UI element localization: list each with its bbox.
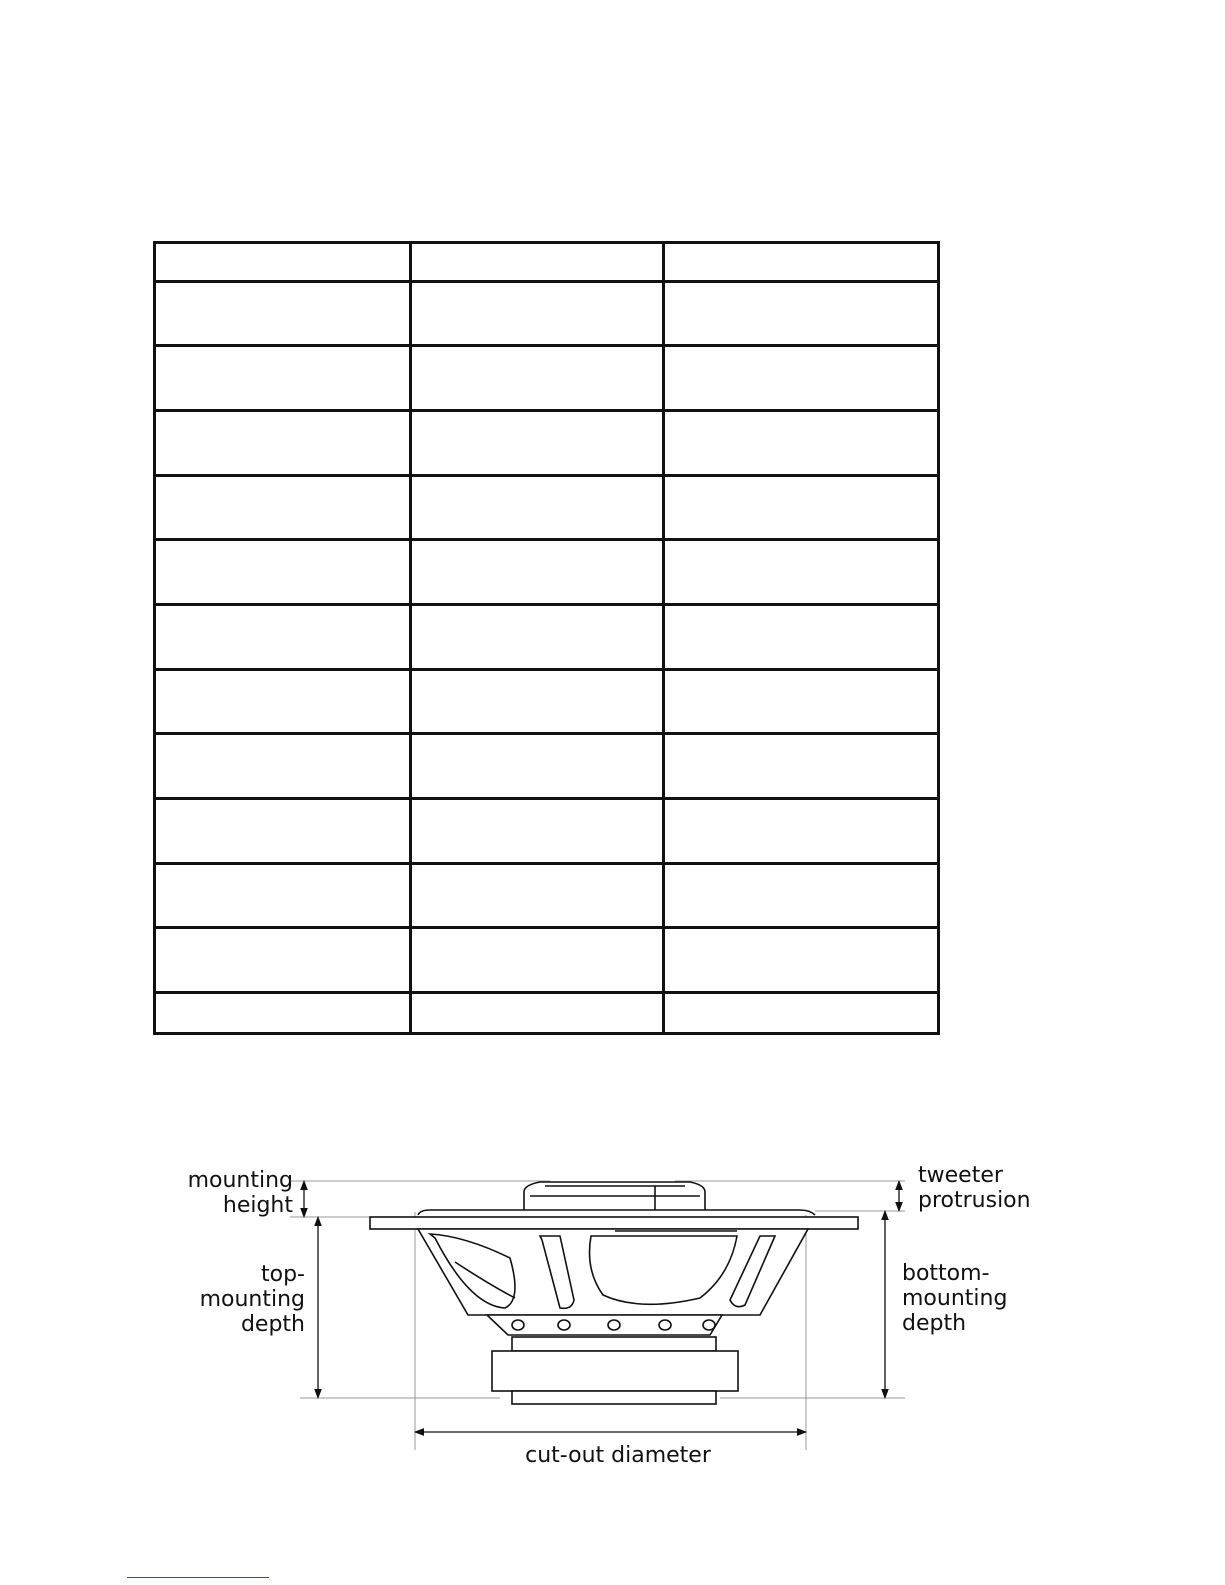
- top-depth-label-3: depth: [240, 1312, 305, 1337]
- table-cell: [411, 734, 664, 799]
- table-cell: [664, 411, 939, 476]
- table-cell: [664, 346, 939, 411]
- table-cell: [155, 243, 411, 282]
- tweeter-label-1: tweeter: [918, 1163, 1003, 1188]
- table-cell: [664, 928, 939, 993]
- table-cell: [155, 863, 411, 928]
- top-depth-label-2: mounting: [199, 1287, 305, 1312]
- table-cell: [664, 243, 939, 282]
- table-cell: [411, 669, 664, 734]
- bottom-depth-label-1: bottom-: [902, 1261, 990, 1286]
- spec-table-body: [155, 243, 939, 1034]
- table-cell: [411, 281, 664, 346]
- tweeter-label-2: protrusion: [918, 1188, 1031, 1213]
- table-cell: [411, 863, 664, 928]
- table-row: [155, 928, 939, 993]
- table-row: [155, 243, 939, 282]
- table-cell: [155, 734, 411, 799]
- table-cell: [664, 863, 939, 928]
- table-cell: [664, 669, 939, 734]
- speaker-dimension-diagram: [0, 1140, 1225, 1470]
- table-cell: [664, 605, 939, 670]
- table-cell: [411, 928, 664, 993]
- table-cell: [664, 281, 939, 346]
- table-cell: [411, 411, 664, 476]
- table-cell: [664, 475, 939, 540]
- mounting-height-label-2: height: [222, 1193, 293, 1218]
- table-cell: [411, 243, 664, 282]
- table-cell: [155, 281, 411, 346]
- table-cell: [664, 993, 939, 1034]
- table-row: [155, 799, 939, 864]
- table-cell: [155, 993, 411, 1034]
- table-cell: [664, 540, 939, 605]
- table-cell: [411, 540, 664, 605]
- table-row: [155, 281, 939, 346]
- table-cell: [155, 799, 411, 864]
- table-cell: [155, 540, 411, 605]
- table-cell: [411, 475, 664, 540]
- table-cell: [664, 799, 939, 864]
- table-cell: [155, 605, 411, 670]
- table-row: [155, 669, 939, 734]
- table-row: [155, 346, 939, 411]
- table-cell: [411, 799, 664, 864]
- bottom-depth-label-3: depth: [902, 1311, 967, 1336]
- table-cell: [155, 928, 411, 993]
- table-row: [155, 411, 939, 476]
- top-depth-label-1: top-: [261, 1262, 305, 1287]
- table-cell: [155, 411, 411, 476]
- cutout-diameter-label: cut-out diameter: [525, 1443, 711, 1468]
- table-row: [155, 993, 939, 1034]
- footer-link-underline: [127, 1577, 269, 1578]
- table-row: [155, 734, 939, 799]
- table-cell: [155, 346, 411, 411]
- table-row: [155, 605, 939, 670]
- speaker-drawing: [370, 1182, 858, 1404]
- table-cell: [411, 605, 664, 670]
- spec-table: [153, 241, 940, 1035]
- table-row: [155, 863, 939, 928]
- table-cell: [155, 669, 411, 734]
- table-cell: [155, 475, 411, 540]
- table-row: [155, 475, 939, 540]
- table-cell: [411, 993, 664, 1034]
- bottom-depth-label-2: mounting: [902, 1286, 1008, 1311]
- mounting-height-label-1: mounting: [187, 1168, 293, 1193]
- table-row: [155, 540, 939, 605]
- table-cell: [664, 734, 939, 799]
- table-cell: [411, 346, 664, 411]
